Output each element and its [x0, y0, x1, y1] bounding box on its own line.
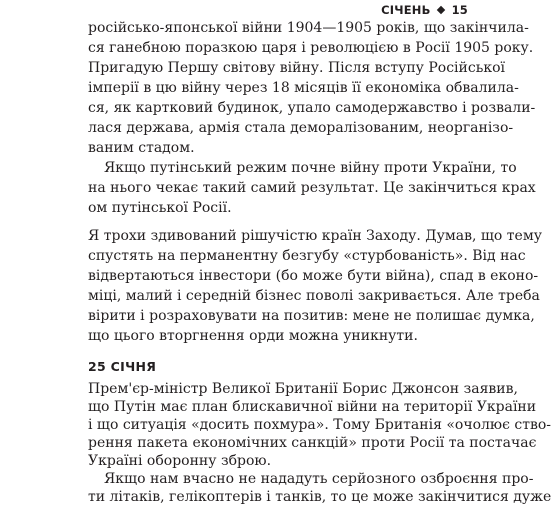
text-line: імперії в цю війну через 18 місяців її економіка обвалила- [88, 80, 519, 96]
page-number: 15 [451, 3, 468, 17]
text-line: міці, малий і середній бізнес поволі закривається. Але треба [88, 288, 540, 304]
text-line: ся ганебною поразкою царя і революцією в Росії 1905 року. [88, 40, 534, 56]
text-line: ом путінської Росії. [88, 200, 232, 216]
text-line: рення пакета економічних санкцій» проти Росії та постачає [88, 435, 537, 451]
text-line: на нього чекає такий самий результат. Це закінчиться крах [88, 180, 536, 196]
text-line: лася держава, армія стала деморалізованим, неорганізо- [88, 120, 514, 136]
text-line: ти літаків, гелікоптерів і танків, то це може закінчитися дуже [88, 489, 551, 505]
text-line: Прем'єр-міністр Великої Британії Борис Джонсон заявив, [88, 381, 518, 397]
text-line: Пригадую Першу світову війну. Після вступу Російської [88, 60, 505, 76]
month-title: СІЧЕНЬ [381, 3, 431, 17]
text-line: вірити і розраховувати на позитив: мене не полишає думка, [88, 308, 535, 324]
text-line: відвертаються інвестори (бо може бути війна), спад в еконо- [88, 268, 539, 284]
text-line: що Путін має план блискавичної війни на території України [88, 399, 537, 415]
text-line: Якщо нам вчасно не нададуть серйозного озброєння про- [104, 471, 534, 487]
text-line: ся, як картковий будинок, упало самодержавство і розвали- [88, 100, 536, 116]
text-line: Україні оборонну зброю. [88, 453, 272, 469]
text-line: російсько-японської війни 1904—1905 років, що закінчила- [88, 20, 529, 36]
text-line: Якщо путінський режим почне війну проти України, то [104, 160, 517, 176]
running-header [381, 3, 468, 17]
date-heading: 25 СІЧНЯ [88, 359, 157, 374]
text-line: що цього вторгнення орди можна уникнути. [88, 328, 418, 344]
text-line: ваним стадом. [88, 140, 195, 156]
text-line: і що ситуація «досить похмура». Тому Британія «очолює ство- [88, 417, 551, 433]
diamond-icon [436, 6, 444, 14]
text-line: спустять на перманентну безгубу «стурбованість». Від нас [88, 248, 526, 264]
text-line: Я трохи здивований рішучістю країн Заходу. Думав, що тему [88, 228, 542, 244]
